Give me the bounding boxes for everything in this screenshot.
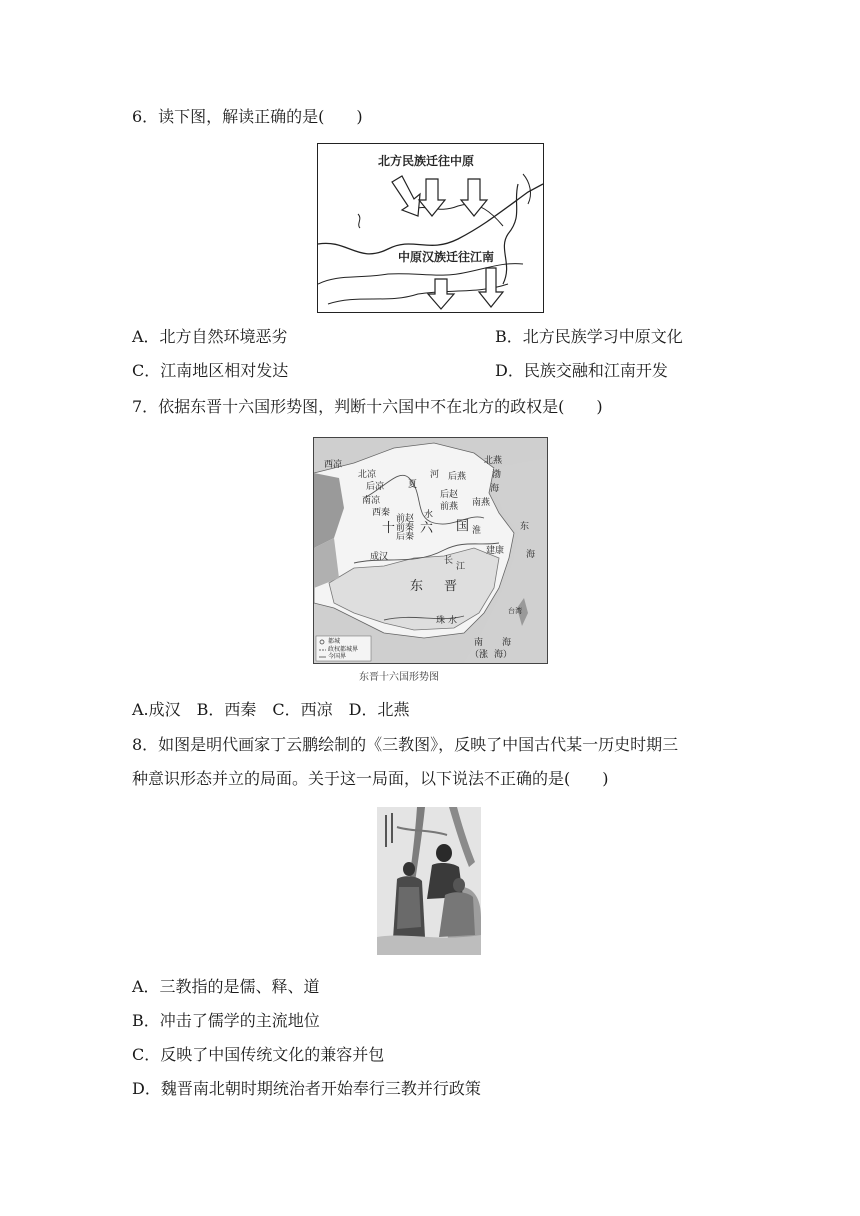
label-zhanghai: （涨 (470, 650, 489, 660)
label-nanliang: 南凉 (362, 496, 381, 506)
label-dong-hai-1: 东 (520, 522, 530, 532)
label-huai: 淮 (472, 526, 482, 536)
q6-option-d[interactable]: D．民族交融和江南开发 (495, 361, 668, 380)
label-zhu: 珠 (436, 616, 446, 626)
label-houqin: 后秦 (396, 532, 415, 542)
q8-stem-line1: 8．如图是明代画家丁云鹏绘制的《三教图》，反映了中国古代某一历史时期三 (132, 735, 679, 754)
legend-border: 政权都城界 (328, 646, 359, 653)
q8-option-a[interactable]: A．三教指的是儒、释、道 (132, 977, 320, 996)
q7-map-caption: 东晋十六国形势图 (359, 672, 439, 683)
label-dong-hai-2: 海 (526, 550, 536, 560)
q8-option-c[interactable]: C．反映了中国传统文化的兼容并包 (132, 1045, 385, 1064)
label-chenghan: 成汉 (370, 552, 389, 562)
label-jiankang: 建康 (486, 546, 505, 556)
three-teachings-painting (377, 807, 481, 955)
label-zhu-shui: 水 (448, 616, 458, 626)
label-dong: 东 (410, 579, 424, 594)
label-qianqin: 前秦 (396, 523, 415, 533)
label-taiwan: 台湾 (508, 607, 522, 615)
label-guo: 国 (456, 519, 470, 534)
q7-eastern-jin-map (313, 437, 548, 664)
label-chang: 长 (444, 556, 454, 566)
label-shi: 十 (382, 521, 396, 536)
label-xiqin: 西秦 (372, 508, 391, 518)
label-nan: 南 (474, 638, 484, 648)
label-houzhao: 后赵 (440, 490, 459, 500)
q8-option-d[interactable]: D．魏晋南北朝时期统治者开始奉行三教并行政策 (132, 1079, 481, 1098)
q8-stem-line2: 种意识形态并立的局面。关于这一局面，以下说法不正确的是( ) (132, 769, 609, 788)
label-beiyan: 北燕 (484, 456, 503, 466)
label-xiliang: 西凉 (324, 460, 343, 470)
q6-option-a[interactable]: A．北方自然环境恶劣 (132, 327, 288, 346)
label-xia: 夏 (408, 480, 418, 490)
label-liu: 六 (420, 521, 434, 536)
label-qianzhao: 前赵 (396, 514, 415, 524)
q7-stem: 7．依据东晋十六国形势图，判断十六国中不在北方的政权是( ) (132, 397, 603, 416)
label-nan-hai: 海 (502, 638, 512, 648)
label-qianyan: 前燕 (440, 502, 459, 512)
q6-option-b[interactable]: B．北方民族学习中原文化 (495, 327, 683, 346)
q6-stem: 6．读下图，解读正确的是( ) (132, 107, 363, 126)
q8-option-b[interactable]: B．冲击了儒学的主流地位 (132, 1011, 320, 1030)
label-houyan: 后燕 (448, 472, 467, 482)
q6-option-c[interactable]: C．江南地区相对发达 (132, 361, 289, 380)
label-bo: 渤 (492, 470, 502, 480)
label-beiliang: 北凉 (358, 470, 377, 480)
painting-drawing (377, 807, 481, 955)
label-zhanghai2: 海） (494, 650, 513, 660)
label-jiang: 江 (456, 562, 466, 572)
label-jin: 晋 (444, 579, 458, 594)
label-shui: 水 (424, 510, 434, 520)
q6-migration-map (317, 143, 544, 313)
q6-map-top-label: 北方民族迁往中原 (378, 154, 475, 168)
label-nanyan: 南燕 (472, 498, 491, 508)
label-bo-hai: 海 (490, 484, 500, 494)
q7-options[interactable]: A.成汉 B．西秦 C．西凉 D．北燕 (132, 700, 410, 719)
label-houliang: 后凉 (366, 482, 385, 492)
legend-modern: 今国界 (328, 653, 347, 660)
legend-capital: 都城 (328, 638, 341, 645)
label-he: 河 (430, 470, 440, 480)
q6-map-bottom-label: 中原汉族迁往江南 (398, 250, 495, 264)
q6-map-drawing (318, 144, 543, 312)
